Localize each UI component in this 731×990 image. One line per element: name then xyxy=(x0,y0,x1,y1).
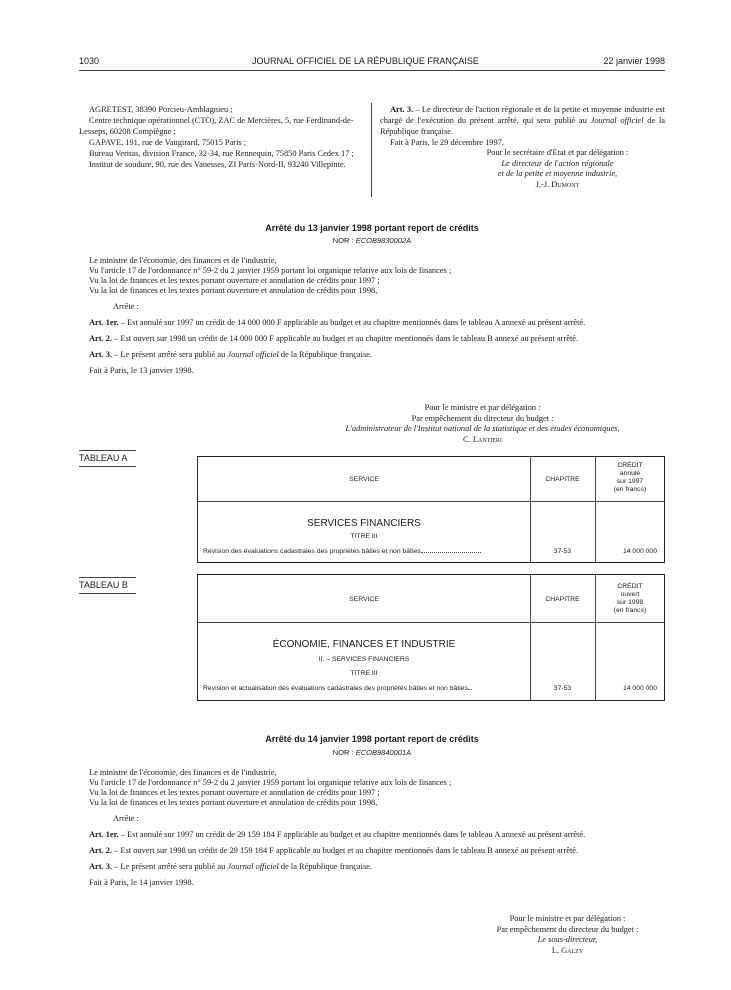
table-a xyxy=(197,456,665,563)
header-credit-line: ouvert xyxy=(620,591,640,598)
preamble-line: Vu l'article 17 de l'ordonnance n° 59-2 du 2 janvier 1959 portant loi organique relative aux lois de finances ; xyxy=(89,266,452,275)
left-column xyxy=(79,104,364,170)
header-service: SERVICE xyxy=(349,476,379,483)
article-3 xyxy=(79,350,665,360)
article-text: – Le directeur de l'action régionale et de la petite et moyenne industrie est chargé de l'exécution du présent arrêté, qui sera publié au xyxy=(380,105,665,125)
table-row-chapitre: 37-53 xyxy=(553,685,572,692)
nor-code: ECOB9840001A xyxy=(355,748,412,757)
signature-line: Par empêchement du directeur du budget : xyxy=(411,413,554,423)
table-row-label xyxy=(203,548,525,555)
jo-reference: Journal officiel xyxy=(227,862,279,871)
header-service: SERVICE xyxy=(349,596,379,603)
preamble-line: Vu la loi de finances et les textes portant ouverture et annulation de crédits pour 1997 ; xyxy=(89,276,380,285)
arrete-line: Arrête : xyxy=(113,302,139,311)
article-3-paragraph xyxy=(380,104,665,137)
page-number: 1030 xyxy=(79,56,100,66)
signature-line: Par empêchement du directeur du budget : xyxy=(496,924,639,934)
preamble-line: Vu l'article 17 de l'ordonnance n° 59-2 du 2 janvier 1959 portant loi organique relative aux lois de finances ; xyxy=(89,778,452,787)
signature-block xyxy=(450,148,665,190)
row-label-text: Révision des évaluations cadastrales des propriétés bâties et non bâties xyxy=(203,548,421,555)
signature-line: et de la petite et moyenne industrie, xyxy=(497,169,618,178)
article-text: – Est ouvert sur 1998 un crédit de 14 000 000 F applicable au budget et au chapitre mentionnés dans le tableau B annexé au présent arrêté. xyxy=(112,334,579,343)
table-label-text: TABLEAU B xyxy=(79,580,128,590)
article-text: – Le présent arrêté sera publié au xyxy=(112,862,228,871)
jo-reference: Journal officiel xyxy=(227,350,279,359)
signature-block xyxy=(300,403,665,445)
signature-line: Pour le ministre et par délégation : xyxy=(509,914,626,923)
header-credit-line: sur 1998 xyxy=(616,599,644,606)
article-label: Art. 2. xyxy=(89,846,113,855)
article-label: Art. 1er. xyxy=(89,318,119,327)
decree-body xyxy=(79,256,665,376)
article-2 xyxy=(79,846,665,856)
header-credit-line: sur 1997 xyxy=(616,478,644,485)
article-text-end: de la République française. xyxy=(278,862,373,871)
titre-heading: TITRE III xyxy=(350,670,378,677)
article-text-end: de la République française. xyxy=(380,116,665,136)
article-label: Art. 1er. xyxy=(89,830,119,839)
jo-reference: Journal officiel xyxy=(590,116,644,125)
preamble-line: Vu la loi de finances et les textes portant ouverture et annulation de crédits pour 1998, xyxy=(89,798,378,807)
table-b xyxy=(197,574,665,701)
article-2 xyxy=(79,334,665,344)
article-1 xyxy=(79,318,665,328)
header-credit-line: CRÉDIT xyxy=(617,583,643,590)
header-credit-line: (en francs) xyxy=(613,607,647,614)
signature-line: Le directeur de l'action régionale xyxy=(501,158,614,168)
column-divider xyxy=(371,103,372,197)
subsection-heading: II. – SERVICES FINANCIERS xyxy=(318,656,410,663)
article-3 xyxy=(79,862,665,872)
preamble-line: Le ministre de l'économie, des finances et de l'industrie, xyxy=(89,256,277,265)
row-label-text: Révision et actualisation des évaluations cadastrales des propriétés bâties et non bâties xyxy=(203,685,468,692)
signature-line: Pour le secrétaire d'Etat et par délégation : xyxy=(486,148,629,157)
organism-item: Bureau Veritas, division France, 32-34, rue Rennequin, 75850 Paris Cedex 17 ; xyxy=(89,149,354,158)
section-heading: ÉCONOMIE, FINANCES ET INDUSTRIE xyxy=(272,639,456,650)
table-row-label xyxy=(203,685,525,692)
header-credit-line: annulé xyxy=(619,470,641,477)
preamble-line: Vu la loi de finances et les textes portant ouverture et annulation de crédits pour 1998, xyxy=(89,286,378,295)
issue-date: 22 janvier 1998 xyxy=(603,56,665,66)
nor-code: ECOB9830002A xyxy=(355,236,412,245)
nor-reference xyxy=(79,748,665,757)
header-credit xyxy=(595,462,665,494)
done-at: Fait à Paris, le 14 janvier 1998. xyxy=(89,878,194,887)
decree-body xyxy=(79,768,665,888)
organism-item: GAPAVE, 191, rue de Vaugirard, 75015 Paris ; xyxy=(89,138,247,147)
organism-item: Centre technique opérationnel (CTO), ZAC de Mercières, 5, rue Ferdinand-de-Lesseps, 60208 Compiègne ; xyxy=(79,116,354,136)
article-label: Art. 2. xyxy=(89,334,113,343)
section-heading: SERVICES FINANCIERS xyxy=(307,518,421,529)
article-text-end: de la République française. xyxy=(278,350,373,359)
preamble-line: Le ministre de l'économie, des finances et de l'industrie, xyxy=(89,768,277,777)
header-chapitre: CHAPITRE xyxy=(545,476,580,483)
article-label: Art. 3. xyxy=(89,862,113,871)
header-credit-line: (en francs) xyxy=(613,486,647,493)
table-row-credit: 14 000 000 xyxy=(622,548,657,555)
signature-block xyxy=(470,914,665,956)
article-label: Art. 3. xyxy=(89,350,113,359)
signature-line: Le sous-directeur, xyxy=(537,935,598,944)
nor-label: NOR : xyxy=(332,748,356,757)
signature-line: Pour le ministre et par délégation : xyxy=(424,403,541,412)
done-at: Fait à Paris, le 13 janvier 1998. xyxy=(89,366,194,375)
article-text: – Est annulé sur 1997 un crédit de 14 000 000 F applicable au budget et au chapitre mentionnés dans le tableau A annexé au présent arrêté. xyxy=(118,318,586,327)
signature-line: L'administrateur de l'Institut national de la statistique et des études économiques, xyxy=(345,424,620,433)
signatory-name: C. Lantieri xyxy=(463,434,502,444)
decree-title: Arrêté du 14 janvier 1998 portant report de crédits xyxy=(265,734,479,744)
preamble-line: Vu la loi de finances et les textes portant ouverture et annulation de crédits pour 1997 ; xyxy=(89,788,380,797)
organism-item: AGRETEST, 38390 Porcieu-Amblagnieu ; xyxy=(89,105,233,114)
article-1 xyxy=(79,830,665,840)
header-chapitre: CHAPITRE xyxy=(545,596,580,603)
nor-reference xyxy=(79,236,665,245)
table-label-text: TABLEAU A xyxy=(79,453,128,463)
organism-item: Institut de soudure, 90, rue des Vanesses, ZI Paris-Nord-II, 93240 Villepinte. xyxy=(89,160,346,169)
article-label: Art. 3. xyxy=(390,105,414,114)
table-a-label xyxy=(79,453,127,463)
right-column xyxy=(380,104,665,190)
table-row-credit: 14 000 000 xyxy=(622,685,657,692)
header-rule xyxy=(79,70,665,71)
signatory-name: J.-J. Dumont xyxy=(535,179,580,189)
journal-title: JOURNAL OFFICIEL DE LA RÉPUBLIQUE FRANÇAISE xyxy=(252,56,479,66)
article-text: – Est ouvert sur 1998 un crédit de 29 159 184 F applicable au budget et au chapitre mentionnés dans le tableau B annexé au présent arrêté. xyxy=(112,846,579,855)
decree-title: Arrêté du 13 janvier 1998 portant report de crédits xyxy=(265,223,479,233)
header-credit-line: CRÉDIT xyxy=(617,462,643,469)
arrete-line: Arrête : xyxy=(113,814,139,823)
table-b-label xyxy=(79,580,128,590)
article-text: – Est annulé sur 1997 un crédit de 29 159 184 F applicable au budget et au chapitre mentionnés dans le tableau A annexé au présent arrêté. xyxy=(118,830,586,839)
table-row-chapitre: 37-53 xyxy=(553,548,572,555)
article-text: – Le présent arrêté sera publié au xyxy=(112,350,228,359)
done-at: Fait à Paris, le 29 décembre 1997. xyxy=(390,138,504,147)
header-credit xyxy=(595,583,665,615)
signatory-name: L. Galzy xyxy=(551,945,584,955)
nor-label: NOR : xyxy=(332,236,356,245)
titre-heading: TITRE III xyxy=(350,533,378,540)
